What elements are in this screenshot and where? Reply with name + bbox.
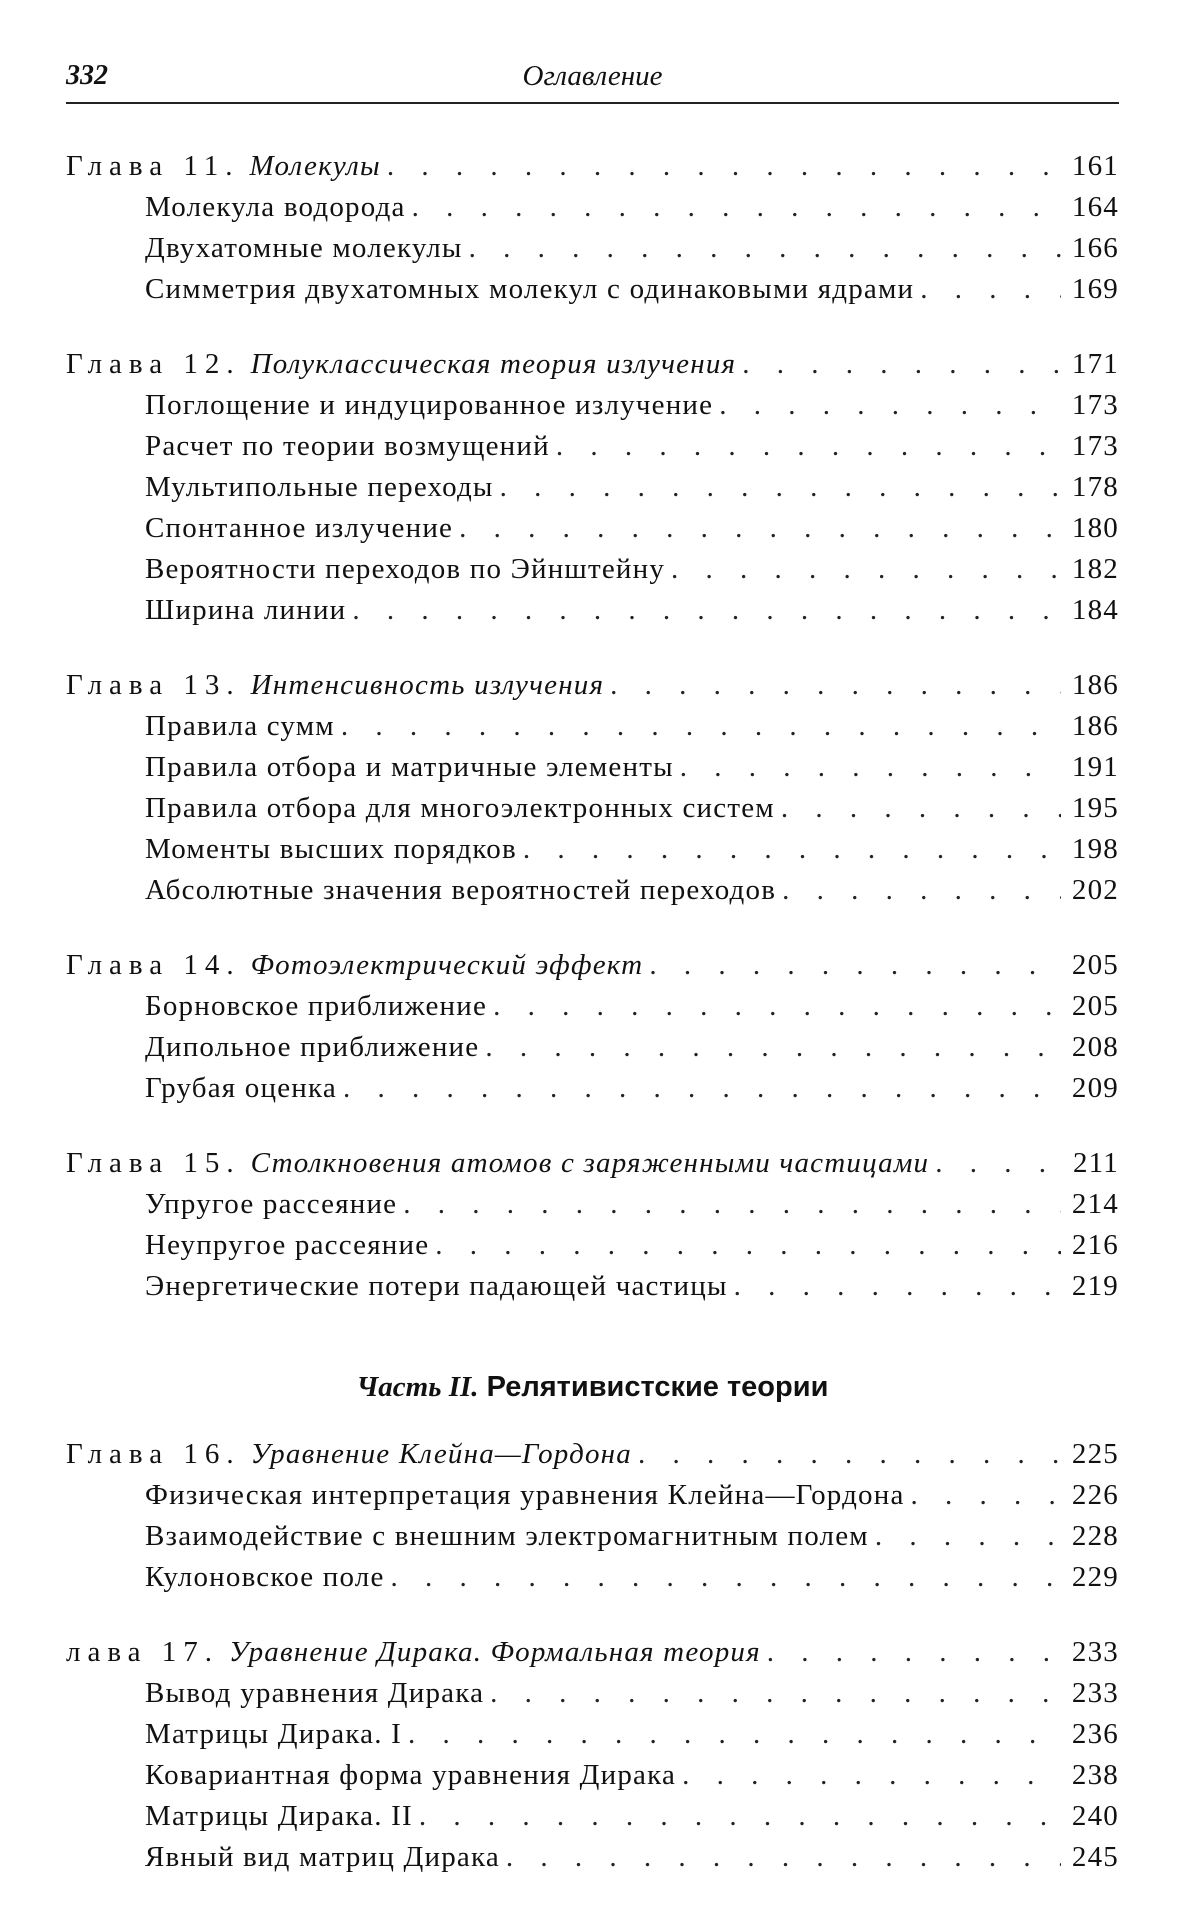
page-reference: 195 [1071,792,1119,824]
toc-chapter-block [66,150,1119,314]
toc-chapter-entry [66,949,1119,990]
page-reference: 186 [1071,710,1119,742]
section-title: Неупругое рассеяние [145,1229,430,1261]
toc-section-entry [66,833,1119,874]
page-reference: 226 [1071,1479,1119,1511]
toc-chapter-block [66,1438,1119,1602]
page-reference: 166 [1071,232,1119,264]
part-label: Часть II. [356,1371,479,1403]
dot-leader [435,1229,1061,1262]
page-reference: 240 [1071,1800,1119,1832]
toc-chapter-block [66,348,1119,635]
section-title: Молекула водорода [145,191,406,223]
section-title: Расчет по теории возмущений [145,430,550,462]
section-title: Грубая оценка [145,1072,337,1104]
chapter-title: Интенсивность излучения [250,669,605,701]
dot-leader [911,1479,1061,1512]
dot-leader [506,1841,1061,1874]
toc-section-entry [66,1841,1119,1882]
toc-chapter-entry [66,348,1119,389]
dot-leader [387,150,1061,183]
chapter-title: Фотоэлектрический эффект [250,949,644,981]
page-reference: 161 [1071,150,1119,182]
section-title: Поглощение и индуцированное излучение [145,389,714,421]
toc-section-entry [66,1561,1119,1602]
toc-chapter-entry [66,669,1119,710]
toc-page [66,54,1119,1916]
section-title: Правила отбора и матричные элементы [145,751,674,783]
toc-section-entry [66,751,1119,792]
page-reference: 211 [1072,1147,1119,1179]
page-reference: 184 [1071,594,1119,626]
toc-section-entry [66,191,1119,232]
page-reference: 178 [1071,471,1119,503]
toc-section-entry [66,792,1119,833]
page-reference: 191 [1071,751,1119,783]
toc-chapter-block [66,949,1119,1113]
page-reference: 173 [1071,389,1119,421]
toc-section-entry [66,1520,1119,1561]
page-reference: 198 [1071,833,1119,865]
chapter-label: Глава 13. [66,669,241,701]
chapter-label: Глава 11. [66,150,240,182]
dot-leader [343,1072,1061,1105]
section-title: Явный вид матриц Дирака [145,1841,500,1873]
dot-leader [341,710,1061,743]
toc-section-entry [66,389,1119,430]
dot-leader [403,1188,1061,1221]
toc-chapter-entry [66,1438,1119,1479]
dot-leader [408,1718,1061,1751]
chapter-title: Столкновения атомов с заряженными частицами [250,1147,930,1179]
section-title: Вывод уравнения Дирака [145,1677,485,1709]
dot-leader [680,751,1061,784]
dot-leader [671,553,1061,586]
page-reference: 186 [1071,669,1119,701]
page-reference: 214 [1071,1188,1119,1220]
chapter-label: Глава 12. [66,348,241,380]
section-title: Борновское приближение [145,990,488,1022]
toc-section-entry [66,430,1119,471]
page-reference: 208 [1071,1031,1119,1063]
section-title: Правила отбора для многоэлектронных систем [145,792,775,824]
toc-section-entry [66,471,1119,512]
toc-section-entry [66,710,1119,751]
toc-section-entry [66,1229,1119,1270]
toc-section-entry [66,512,1119,553]
dot-leader [920,273,1061,306]
chapter-label: Глава 16. [66,1438,241,1470]
dot-leader [719,389,1061,422]
dot-leader [556,430,1061,463]
chapter-label: Глава 15. [66,1147,241,1179]
section-title: Кулоновское поле [145,1561,385,1593]
page-number: 332 [66,60,108,91]
dot-leader [782,874,1061,907]
toc-section-entry [66,273,1119,314]
dot-leader [781,792,1061,825]
dot-leader [412,191,1061,224]
running-title: Оглавление [522,60,663,92]
toc-chapter-entry [66,150,1119,191]
toc-section-entry [66,1188,1119,1229]
toc-chapter-entry [66,1636,1119,1677]
toc-list-after [66,1438,1119,1882]
page-reference: 209 [1071,1072,1119,1104]
dot-leader [419,1800,1061,1833]
page-reference: 216 [1071,1229,1119,1261]
page-reference: 238 [1071,1759,1119,1791]
chapter-label: Глава 14. [66,949,241,981]
dot-leader [875,1520,1061,1553]
page-reference: 228 [1071,1520,1119,1552]
section-title: Мультипольные переходы [145,471,494,503]
section-title: Упругое рассеяние [145,1188,398,1220]
dot-leader [490,1677,1061,1710]
toc-section-entry [66,1072,1119,1113]
dot-leader [734,1270,1061,1303]
chapter-label: лава 17. [66,1636,220,1668]
page-reference: 225 [1071,1438,1119,1470]
page-reference: 169 [1071,273,1119,305]
section-title: Физическая интерпретация уравнения Клейна—Гордона [145,1479,905,1511]
dot-leader [469,232,1061,265]
toc-chapter-block [66,669,1119,915]
part-title: Релятивистские теории [486,1371,829,1403]
toc-section-entry [66,1031,1119,1072]
page-reference: 205 [1071,949,1119,981]
dot-leader [500,471,1061,504]
toc-chapter-block [66,1147,1119,1311]
section-title: Взаимодействие с внешним электромагнитным полем [145,1520,869,1552]
toc-section-entry [66,232,1119,273]
toc-chapter-block [66,1636,1119,1882]
dot-leader [523,833,1061,866]
page-reference: 245 [1071,1841,1119,1873]
part-heading [66,1371,1119,1404]
toc-section-entry [66,990,1119,1031]
dot-leader [610,669,1061,702]
page-reference: 173 [1071,430,1119,462]
section-title: Энергетические потери падающей частицы [145,1270,728,1302]
section-title: Ширина линии [145,594,347,626]
dot-leader [638,1438,1061,1471]
section-title: Вероятности переходов по Эйнштейну [145,553,666,585]
section-title: Матрицы Дирака. I [145,1718,402,1750]
page-reference: 202 [1071,874,1119,906]
dot-leader [459,512,1061,545]
chapter-title: Уравнение Клейна—Гордона [250,1438,632,1470]
section-title: Правила сумм [145,710,335,742]
page-reference: 205 [1071,990,1119,1022]
page-reference: 233 [1071,1677,1119,1709]
dot-leader [682,1759,1061,1792]
page-reference: 171 [1071,348,1119,380]
section-title: Симметрия двухатомных молекул с одинаковыми ядрами [145,273,915,305]
toc-list-before [66,150,1119,1311]
dot-leader [352,594,1061,627]
dot-leader [767,1636,1061,1669]
chapter-title: Уравнение Дирака. Формальная теория [229,1636,761,1668]
toc-section-entry [66,1800,1119,1841]
toc-section-entry [66,594,1119,635]
page-reference: 229 [1071,1561,1119,1593]
dot-leader [485,1031,1061,1064]
toc-section-entry [66,1759,1119,1800]
toc-chapter-entry [66,1147,1119,1188]
toc-section-entry [66,553,1119,594]
page-reference: 233 [1071,1636,1119,1668]
section-title: Ковариантная форма уравнения Дирака [145,1759,677,1791]
page-header [66,54,1119,104]
chapter-title: Молекулы [249,150,381,182]
page-reference: 219 [1071,1270,1119,1302]
section-title: Двухатомные молекулы [145,232,463,264]
page-reference: 164 [1071,191,1119,223]
page-reference: 180 [1071,512,1119,544]
section-title: Матрицы Дирака. II [145,1800,413,1832]
toc-section-entry [66,1718,1119,1759]
toc-section-entry [66,1677,1119,1718]
dot-leader [742,348,1061,381]
dot-leader [493,990,1061,1023]
toc-section-entry [66,874,1119,915]
dot-leader [935,1147,1061,1180]
section-title: Моменты высших порядков [145,833,517,865]
section-title: Абсолютные значения вероятностей переходов [145,874,777,906]
dot-leader [391,1561,1061,1594]
toc-section-entry [66,1479,1119,1520]
section-title: Дипольное приближение [145,1031,480,1063]
toc-section-entry [66,1270,1119,1311]
dot-leader [649,949,1061,982]
section-title: Спонтанное излучение [145,512,454,544]
chapter-title: Полуклассическая теория излучения [250,348,737,380]
page-reference: 182 [1071,553,1119,585]
page-reference: 236 [1071,1718,1119,1750]
